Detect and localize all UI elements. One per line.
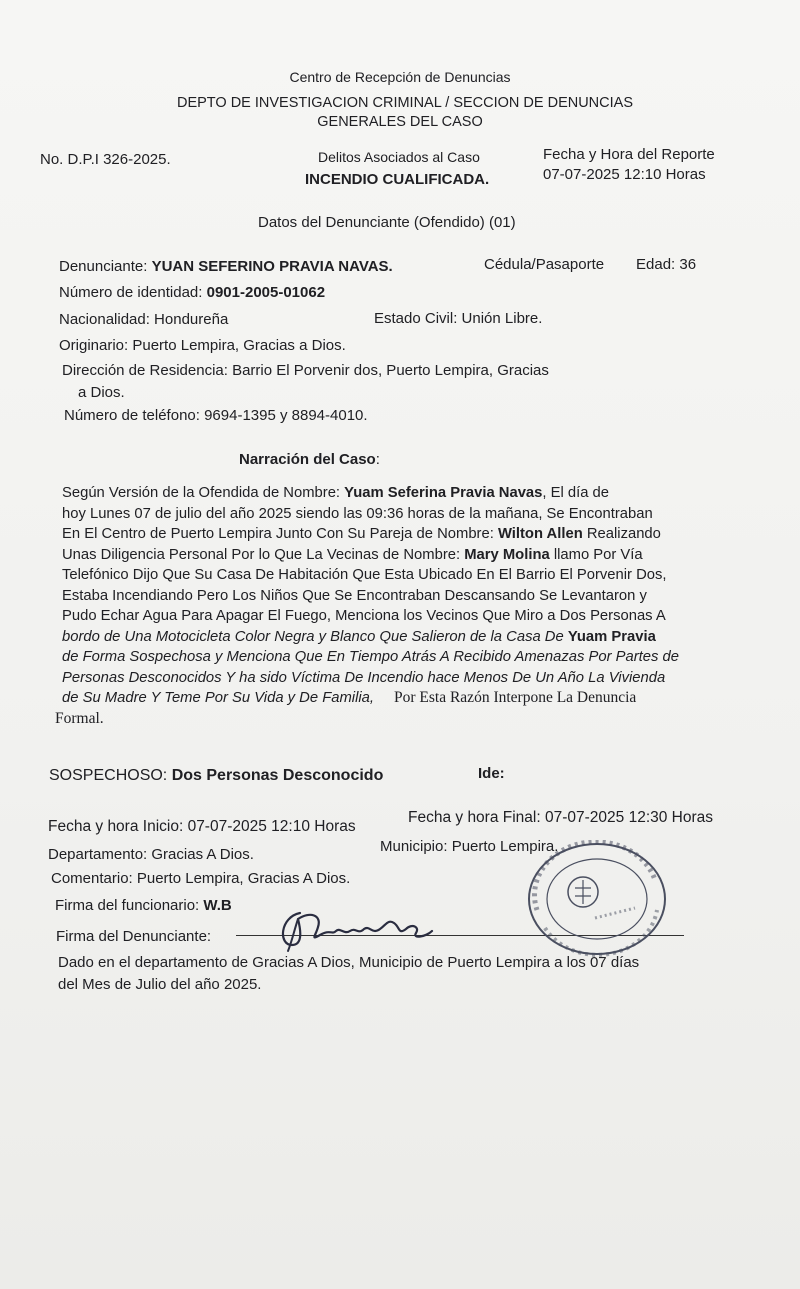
header-generales: GENERALES DEL CASO bbox=[317, 114, 483, 130]
dpi-number: No. D.P.I 326-2025. bbox=[40, 151, 171, 168]
identidad-row bbox=[59, 284, 325, 302]
sospechoso-name: Dos Personas bbox=[171, 767, 279, 784]
firma-denunciante-label: Firma del Denunciante: bbox=[56, 928, 212, 945]
narracion-paragraph bbox=[55, 483, 712, 729]
comentario: Comentario: Puerto Lempira, Gracias A Dios. bbox=[51, 870, 351, 887]
sospechoso-row bbox=[49, 767, 383, 785]
narracion-line: Según Versión de la Ofendida de Nombre: Yuam Seferina Pravia Navas, El día de bbox=[62, 485, 610, 501]
direccion-line-1: Dirección de Residencia: Barrio El Porvenir dos, Puerto Lempira, Gracias bbox=[62, 362, 549, 379]
firma-funcionario-value: W.B bbox=[203, 897, 232, 914]
narracion-line: En El Centro de Puerto Lempira Junto Con Su Pareja de Nombre: Wilton Allen Realizando bbox=[62, 526, 661, 542]
narracion-line: hoy Lunes 07 de julio del año 2025 siendo las 09:36 horas de la mañana, Se Encontraban bbox=[62, 505, 653, 522]
header-center: Centro de Recepción de Denuncias bbox=[289, 69, 511, 85]
nacionalidad: Nacionalidad: Hondureña bbox=[59, 311, 229, 328]
official-stamp bbox=[525, 840, 670, 958]
narracion-line: Pudo Echar Agua Para Apagar El Fuego, Menciona los Vecinos Que Miro a Dos Personas A bbox=[62, 608, 666, 624]
cedula-label: Cédula/Pasaporte bbox=[484, 256, 605, 273]
fecha-final: Fecha y hora Final: 07-07-2025 12:30 Horas bbox=[408, 809, 714, 826]
edad: Edad: 36 bbox=[636, 256, 697, 273]
firma-funcionario-row bbox=[55, 897, 232, 915]
narracion-line: Personas Desconocidos Y ha sido Víctima De Incendio hace Menos De Un Año La Vivienda bbox=[62, 669, 666, 686]
narracion-line: de Forma Sospechosa y Menciona Que En Tiempo Atrás A Recibido Amenazas Por Partes de bbox=[62, 649, 679, 665]
delitos-label: Delitos Asociados al Caso bbox=[318, 149, 480, 165]
narracion-line: Estaba Incendiando Pero Los Niños Que Se Encontraban Descansando Se Levantaron y bbox=[62, 587, 647, 604]
narracion-line: de Su Madre Y Teme Por Su Vida y De Familia, Por Esta Razón Interpone La Denuncia bbox=[62, 689, 637, 706]
identidad-value: 0901-2005-01062 bbox=[206, 284, 326, 301]
fecha-inicio: Fecha y hora Inicio: 07-07-2025 12:10 Horas bbox=[48, 818, 356, 835]
denunciante-label: Denunciante: bbox=[59, 258, 148, 275]
denunciante-row bbox=[59, 258, 393, 276]
originario: Originario: Puerto Lempira, Gracias a Dios. bbox=[59, 337, 346, 354]
narracion-line: Formal. bbox=[55, 709, 104, 727]
header-depto: DEPTO DE INVESTIGACION CRIMINAL / SECCION DE DENUNCIAS bbox=[176, 95, 633, 111]
narracion-line: Telefónico Dijo Que Su Casa De Habitación Que Esta Ubicado En El Barrio El Porvenir Dos, bbox=[62, 567, 667, 583]
narracion-title: Narración del Caso: bbox=[239, 451, 380, 468]
narracion-line: Unas Diligencia Personal Por lo Que La Vecinas de Nombre: Mary Molina llamo Por Vía bbox=[62, 546, 643, 563]
ide-label: Ide: bbox=[478, 765, 505, 782]
direccion-line-2: a Dios. bbox=[78, 384, 125, 401]
telefono: Número de teléfono: 9694-1395 y 8894-4010. bbox=[64, 407, 368, 424]
dado-line-2: del Mes de Julio del año 2025. bbox=[58, 976, 262, 993]
municipio: Municipio: Puerto Lempira. bbox=[380, 838, 559, 855]
sospechoso-name-2: Desconocido bbox=[282, 767, 384, 784]
identidad-label: Número de identidad: bbox=[59, 284, 203, 301]
fecha-reporte-value: 07-07-2025 12:10 Horas bbox=[543, 166, 706, 183]
sospechoso-label: SOSPECHOSO: bbox=[49, 767, 168, 784]
fecha-reporte-label: Fecha y Hora del Reporte bbox=[543, 146, 715, 163]
datos-title: Datos del Denunciante (Ofendido) (01) bbox=[258, 214, 516, 231]
denunciante-name: YUAN SEFERINO PRAVIA NAVAS. bbox=[151, 258, 393, 275]
delito-value: INCENDIO CUALIFICADA. bbox=[305, 171, 490, 188]
departamento: Departamento: Gracias A Dios. bbox=[48, 846, 254, 863]
handwritten-signature bbox=[270, 905, 450, 955]
estado-civil: Estado Civil: Unión Libre. bbox=[374, 310, 543, 327]
dado-line-1: Dado en el departamento de Gracias A Dios, Municipio de Puerto Lempira a los 07 días bbox=[58, 954, 640, 971]
narracion-line: bordo de Una Motocicleta Color Negra y Blanco Que Salieron de la Casa De Yuam Pravia bbox=[62, 628, 656, 645]
firma-funcionario-label: Firma del funcionario: bbox=[55, 897, 200, 914]
